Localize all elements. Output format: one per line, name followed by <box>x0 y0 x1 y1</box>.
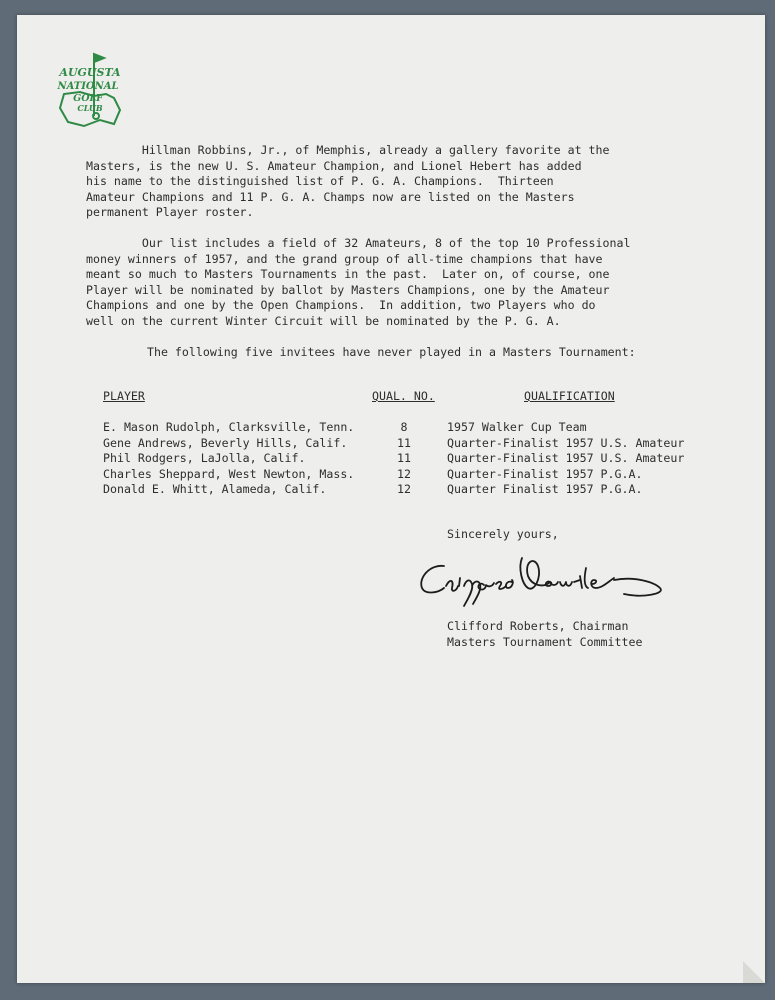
svg-text:CLUB: CLUB <box>77 103 103 113</box>
header-player: PLAYER <box>103 389 145 403</box>
qualification-text: Quarter-Finalist 1957 U.S. Amateur <box>447 435 685 450</box>
player-name: E. Mason Rudolph, Clarksville, Tenn. <box>103 420 355 434</box>
letter-page <box>17 15 765 983</box>
svg-text:GOLF: GOLF <box>73 93 103 104</box>
header-qual-no: QUAL. NO. <box>372 389 435 403</box>
signer-name: Clifford Roberts, Chairman <box>447 619 629 633</box>
qualification-text: Quarter Finalist 1957 P.G.A. <box>447 482 643 496</box>
paragraph-invitees-intro: The following five invitees have never played in a Masters Tournament: <box>147 345 636 359</box>
folded-corner <box>743 961 765 983</box>
qual-number: 11 <box>397 451 411 465</box>
player-name: Gene Andrews, Beverly Hills, Calif. <box>103 435 348 450</box>
player-name: Phil Rodgers, LaJolla, Calif. <box>103 451 306 465</box>
svg-text:AUGUSTA: AUGUSTA <box>59 66 121 79</box>
qualification-text: 1957 Walker Cup Team <box>447 420 587 434</box>
handwritten-signature <box>410 548 680 618</box>
signer-title: Masters Tournament Committee <box>447 635 643 649</box>
header-qualification: QUALIFICATION <box>524 389 615 403</box>
qualification-text: Quarter-Finalist 1957 U.S. Amateur <box>447 451 685 465</box>
closing-salutation: Sincerely yours, <box>447 527 559 541</box>
qual-number: 12 <box>397 482 411 496</box>
qual-number: 8 <box>400 420 408 434</box>
qual-number: 11 <box>397 435 411 450</box>
paragraph-amateur-champion: Hillman Robbins, Jr., of Memphis, already a gallery favorite at the Masters, is the new U. S. Amateur Champion, and Lionel Hebert has added his name to the distinguished list of P. G. A. Champions. Thirteen Amateur Champions and 11 P. G. A. Champs now are listed on the Masters permanent Player roster. <box>86 143 610 219</box>
qual-number: 12 <box>397 466 411 481</box>
player-name: Donald E. Whitt, Alameda, Calif. <box>103 482 327 496</box>
svg-text:NATIONAL: NATIONAL <box>57 81 119 92</box>
player-name: Charles Sheppard, West Newton, Mass. <box>103 466 355 481</box>
qualification-text: Quarter-Finalist 1957 P.G.A. <box>447 466 643 481</box>
paragraph-field-list: Our list includes a field of 32 Amateurs, 8 of the top 10 Professional money winners of 1957, and the grand group of all-time champions that have meant so much to Masters Tournaments in the past. Later on, of course, one Player will be nominated by ballot by Masters Champions, one by the Amateur Champions and one by the Open Champions. In addition, two Players who do well on the current Winter Circuit will be nominated by the P. G. A. <box>86 236 631 328</box>
augusta-national-logo <box>54 50 126 130</box>
